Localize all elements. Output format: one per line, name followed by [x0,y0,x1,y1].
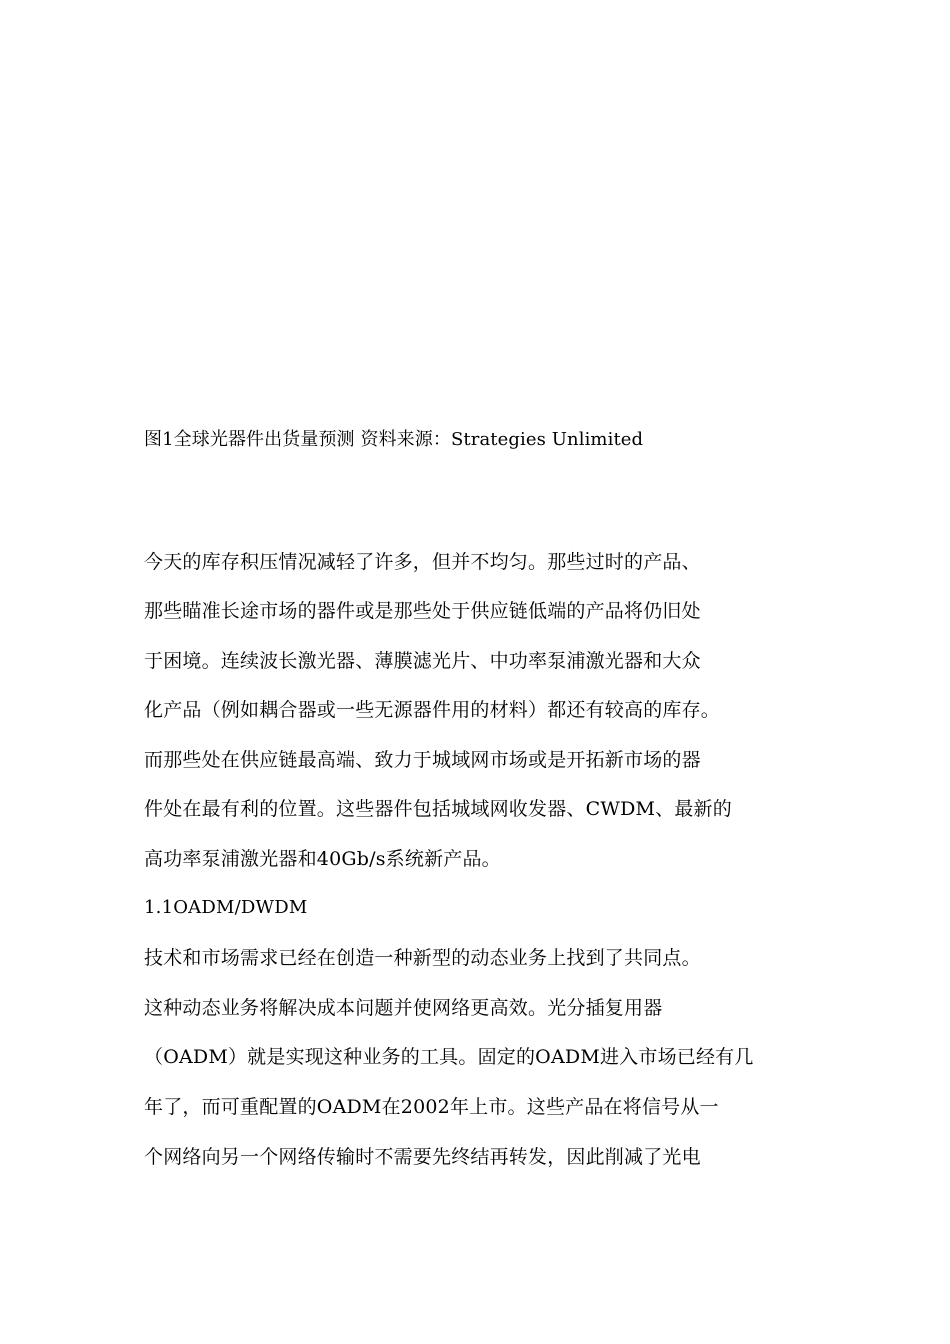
figure-caption: 图1全球光器件出货量预测 资料来源：Strategies Unlimited [144,429,644,450]
paragraph-line: 件处在最有利的位置。这些器件包括城域网收发器、CWDM、最新的 [144,798,732,820]
paragraph-line: 化产品（例如耦合器或一些无源器件用的材料）都还有较高的库存。 [144,699,721,721]
paragraph-line: 于困境。连续波长激光器、薄膜滤光片、中功率泵浦激光器和大众 [144,650,701,672]
paragraph-line: 而那些处在供应链最高端、致力于城域网市场或是开拓新市场的器 [144,749,701,771]
paragraph-line: （OADM）就是实现这种业务的工具。固定的OADM进入市场已经有几 [144,1046,754,1068]
paragraph-line: 技术和市场需求已经在创造一种新型的动态业务上找到了共同点。 [144,947,701,969]
paragraph-line: 年了，而可重配置的OADM在2002年上市。这些产品在将信号从一 [144,1096,719,1118]
paragraph-line: 那些瞄准长途市场的器件或是那些处于供应链低端的产品将仍旧处 [144,600,701,622]
section-heading: 1.1OADM/DWDM [144,897,308,918]
paragraph-line: 这种动态业务将解决成本问题并使网络更高效。光分插复用器 [144,997,663,1019]
paragraph-line: 个网络向另一个网络传输时不需要先终结再转发，因此削减了光电 [144,1146,701,1168]
paragraph-line: 高功率泵浦激光器和40Gb/s系统新产品。 [144,848,501,870]
paragraph-line: 今天的库存积压情况减轻了许多，但并不均匀。那些过时的产品、 [144,551,701,573]
